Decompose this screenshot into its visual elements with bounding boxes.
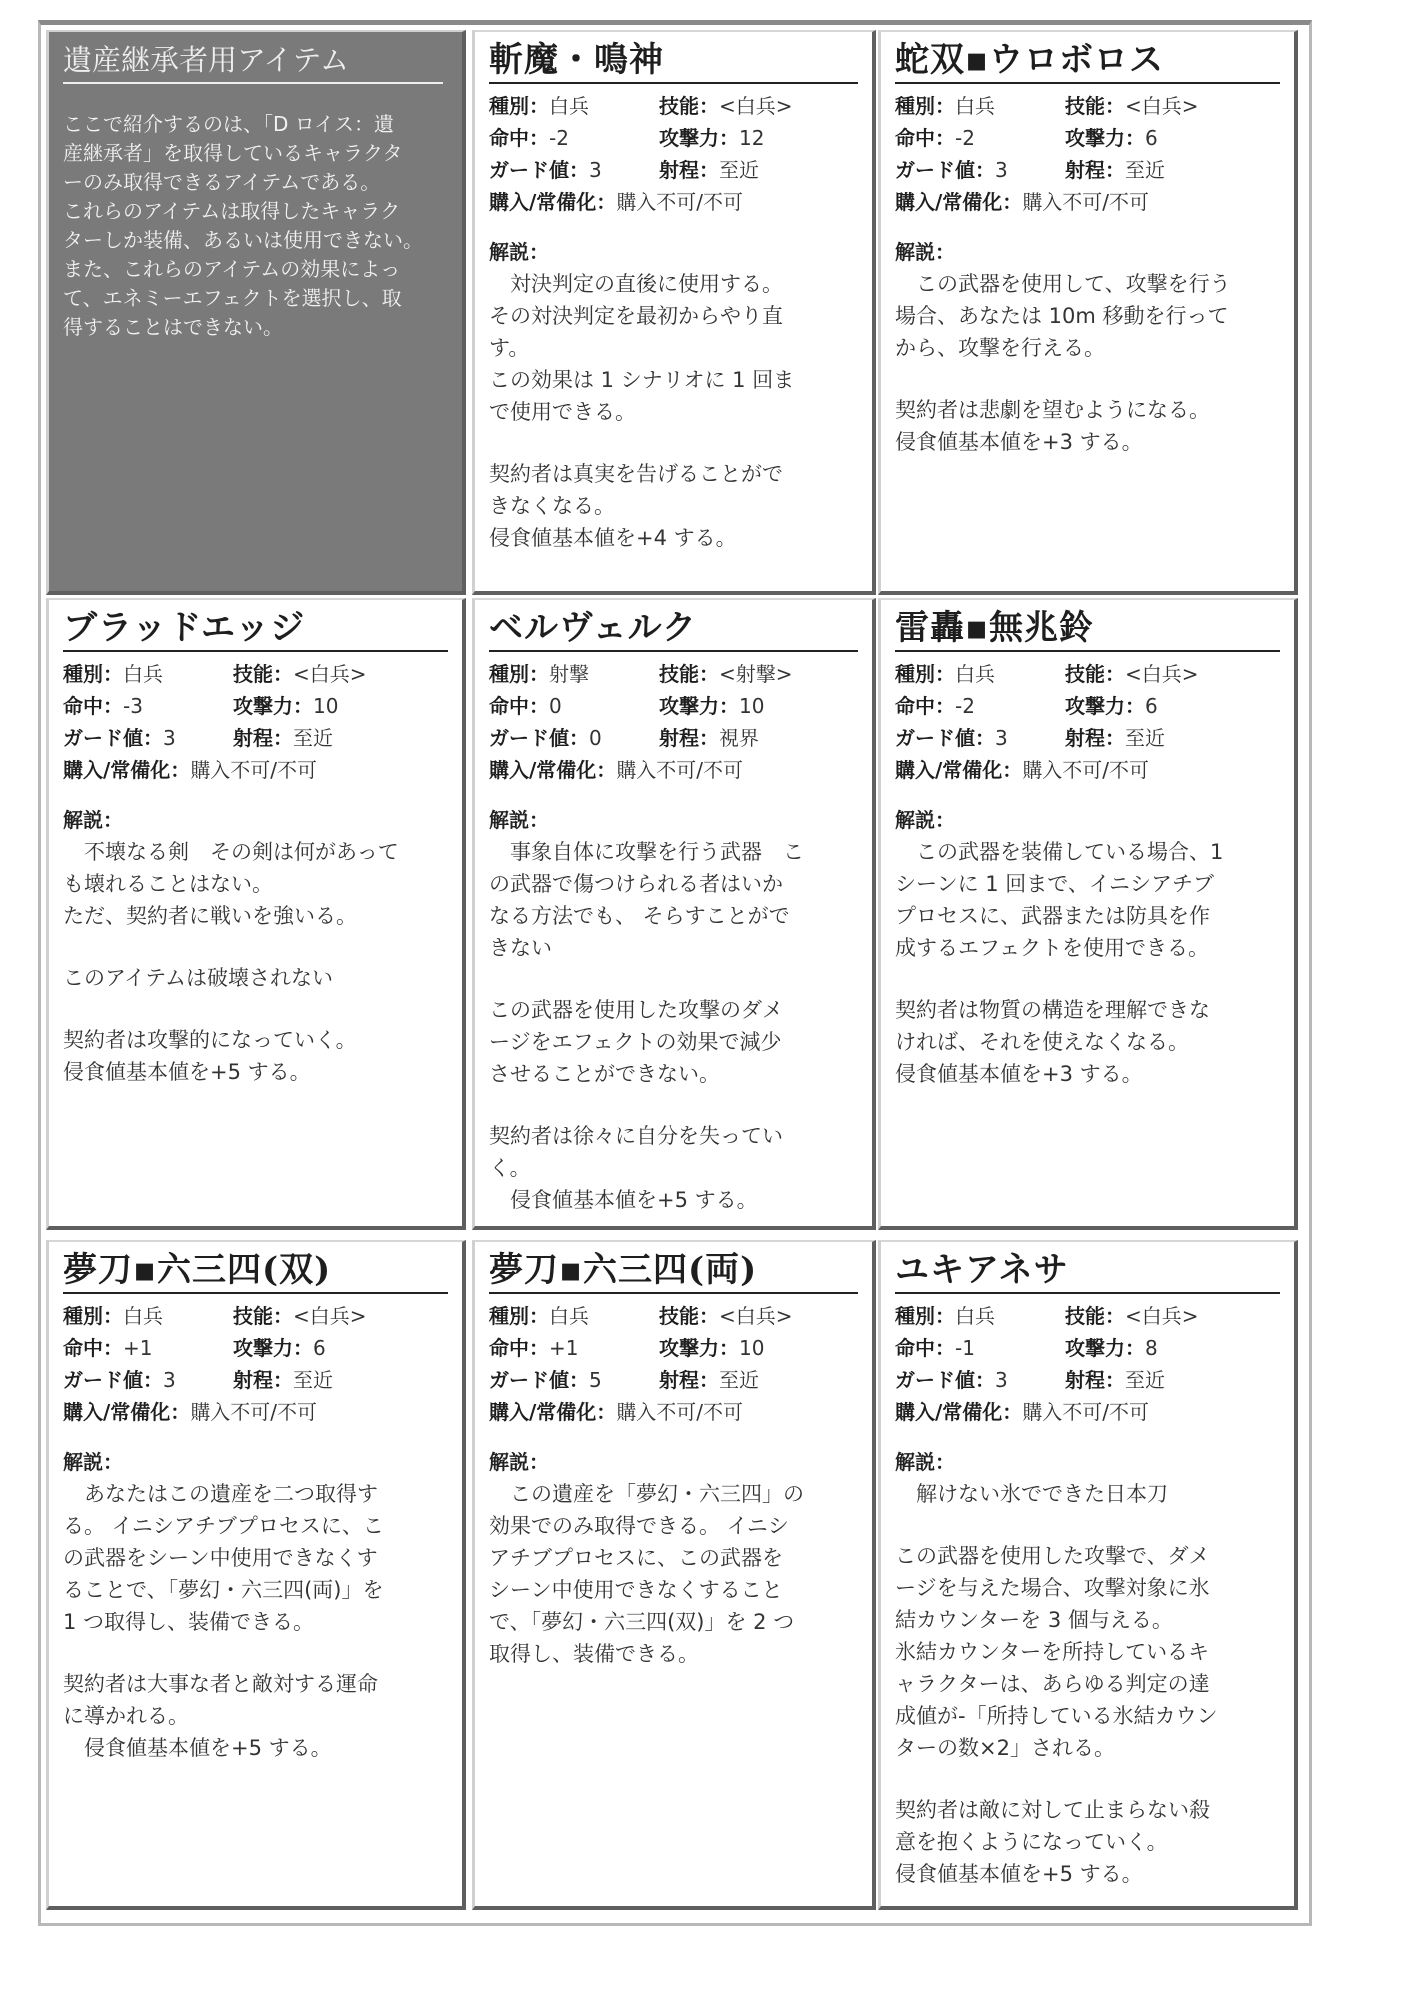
description-line: その対決判定を最初からやり直 (489, 304, 783, 328)
explain-label: 解説： (63, 808, 123, 832)
description-line: 結カウンターを 3 個与える。 (895, 1608, 1173, 1632)
skill-label: 技能： (659, 94, 719, 118)
description-line: この効果は 1 シナリオに 1 回ま (489, 368, 795, 392)
item-description (895, 236, 1280, 458)
buy-value: 購入不可/不可 (616, 758, 744, 782)
description-line: シーンに 1 回まで、イニシアチブ (895, 872, 1215, 896)
type-value: 白兵 (123, 662, 163, 686)
description-line: このアイテムは破壊されない (63, 966, 334, 990)
buy-label: 購入/常備化： (63, 1400, 191, 1424)
description-line: 成するエフェクトを使用できる。 (895, 936, 1209, 960)
intro-line: 得することはできない。 (63, 315, 283, 339)
item-card (46, 1240, 466, 1910)
skill-value: <白兵> (719, 1304, 793, 1328)
item-title: 夢刀▪六三四(両) (489, 1248, 858, 1294)
description-line: ただ、契約者に戦いを強いる。 (63, 904, 357, 928)
description-line: ャラクターは、あらゆる判定の達 (895, 1672, 1210, 1696)
description-line: 契約者は物質の構造を理解できな (895, 998, 1210, 1022)
guard-label: ガード値： (895, 1368, 995, 1392)
skill-label: 技能： (659, 1304, 719, 1328)
range-value: 至近 (1125, 726, 1165, 750)
guard-value: 3 (163, 1368, 176, 1392)
description-line: 契約者は大事な者と敵対する運命 (63, 1672, 378, 1696)
guard-label: ガード値： (895, 726, 995, 750)
item-title: 斬魔・鳴神 (489, 38, 858, 84)
range-value: 至近 (293, 1368, 333, 1392)
intro-card (46, 30, 466, 595)
item-description (63, 1446, 448, 1764)
buy-label: 購入/常備化： (489, 758, 617, 782)
range-label: 射程： (233, 1368, 293, 1392)
description-line: この武器を使用した攻撃で、ダメ (895, 1544, 1210, 1568)
description-line: ージを与えた場合、攻撃対象に氷 (895, 1576, 1210, 1600)
skill-value: <白兵> (1125, 94, 1199, 118)
type-value: 白兵 (549, 94, 589, 118)
attack-label: 攻撃力： (1065, 1336, 1145, 1360)
attack-label: 攻撃力： (659, 126, 739, 150)
hit-value: 0 (549, 694, 562, 718)
description-line: 侵食値基本値を+4 する。 (489, 526, 737, 550)
description-line: 侵食値基本値を+5 する。 (489, 1188, 758, 1212)
description-line: に導かれる。 (63, 1704, 189, 1728)
description-line: 意を抱くようになっていく。 (895, 1830, 1168, 1854)
item-stats (895, 90, 1280, 218)
description-line: で使用できる。 (489, 400, 636, 424)
skill-label: 技能： (1065, 94, 1125, 118)
description-line: きない (489, 936, 552, 960)
attack-value: 12 (739, 126, 765, 150)
item-stats (895, 1300, 1280, 1428)
attack-value: 10 (739, 694, 765, 718)
guard-label: ガード値： (63, 726, 163, 750)
type-value: 白兵 (955, 662, 995, 686)
type-label: 種別： (63, 662, 123, 686)
guard-value: 5 (589, 1368, 602, 1392)
skill-value: <白兵> (293, 662, 367, 686)
description-line: プロセスに、武器または防具を作 (895, 904, 1210, 928)
attack-value: 10 (739, 1336, 765, 1360)
skill-value: <白兵> (1125, 662, 1199, 686)
explain-label: 解説： (895, 240, 955, 264)
item-description (489, 236, 858, 554)
description-line: この武器を使用した攻撃のダメ (489, 998, 783, 1022)
item-description (489, 804, 858, 1216)
range-value: 至近 (719, 158, 759, 182)
description-line: で、「夢幻・六三四(双)」を 2 つ (489, 1610, 795, 1634)
intro-line: て、エネミーエフェクトを選択し、取 (63, 286, 402, 310)
range-label: 射程： (659, 158, 719, 182)
range-label: 射程： (1065, 726, 1125, 750)
guard-label: ガード値： (489, 1368, 589, 1392)
type-label: 種別： (895, 1304, 955, 1328)
buy-value: 購入不可/不可 (616, 1400, 744, 1424)
description-line: 侵食値基本値を+3 する。 (895, 1062, 1143, 1086)
description-line: させることができない。 (489, 1062, 720, 1086)
description-line: す。 (489, 336, 530, 360)
description-line: この遺産を「夢幻・六三四」の (489, 1482, 804, 1506)
description-line: アチブプロセスに、この武器を (489, 1546, 783, 1570)
hit-value: -2 (955, 694, 975, 718)
skill-value: <白兵> (1125, 1304, 1199, 1328)
attack-value: 6 (1145, 126, 1158, 150)
guard-value: 3 (589, 158, 602, 182)
hit-value: -2 (955, 126, 975, 150)
item-card (878, 598, 1298, 1230)
intro-line: ーのみ取得できるアイテムである。 (63, 170, 381, 194)
description-line: 取得し、装備できる。 (489, 1642, 699, 1666)
range-value: 至近 (1125, 158, 1165, 182)
skill-label: 技能： (233, 1304, 293, 1328)
item-stats (63, 658, 448, 786)
description-line: 契約者は真実を告げることがで (489, 462, 783, 486)
guard-value: 3 (163, 726, 176, 750)
description-line: から、攻撃を行える。 (895, 336, 1105, 360)
item-stats (489, 90, 858, 218)
guard-value: 3 (995, 158, 1008, 182)
range-label: 射程： (659, 1368, 719, 1392)
hit-label: 命中： (63, 1336, 123, 1360)
attack-value: 10 (313, 694, 339, 718)
item-stats (489, 658, 858, 786)
explain-label: 解説： (895, 1450, 955, 1474)
description-line: 解けない氷でできた日本刀 (895, 1482, 1168, 1506)
range-value: 至近 (293, 726, 333, 750)
guard-label: ガード値： (63, 1368, 163, 1392)
type-label: 種別： (489, 1304, 549, 1328)
skill-label: 技能： (233, 662, 293, 686)
buy-value: 購入不可/不可 (190, 758, 318, 782)
description-line: なる方法でも、 そらすことがで (489, 904, 790, 928)
buy-value: 購入不可/不可 (1022, 1400, 1150, 1424)
type-label: 種別： (489, 94, 549, 118)
range-label: 射程： (1065, 1368, 1125, 1392)
explain-label: 解説： (63, 1450, 123, 1474)
description-line: ターの数×2」される。 (895, 1736, 1115, 1760)
description-line: 契約者は悲劇を望むようになる。 (895, 398, 1210, 422)
range-value: 至近 (719, 1368, 759, 1392)
buy-value: 購入不可/不可 (1022, 190, 1150, 214)
intro-line: 産継承者」を取得しているキャラクタ (63, 141, 403, 165)
explain-label: 解説： (489, 1450, 549, 1474)
buy-label: 購入/常備化： (895, 190, 1023, 214)
description-line: ければ、それを使えなくなる。 (895, 1030, 1189, 1054)
buy-value: 購入不可/不可 (616, 190, 744, 214)
item-description (895, 804, 1280, 1090)
buy-label: 購入/常備化： (63, 758, 191, 782)
description-line: 1 つ取得し、装備できる。 (63, 1610, 315, 1634)
description-line: 侵食値基本値を+5 する。 (895, 1862, 1143, 1886)
guard-label: ガード値： (489, 726, 589, 750)
buy-label: 購入/常備化： (489, 190, 617, 214)
hit-value: -1 (955, 1336, 975, 1360)
description-line: も壊れることはない。 (63, 872, 273, 896)
attack-label: 攻撃力： (659, 694, 739, 718)
range-label: 射程： (233, 726, 293, 750)
item-title: ベルヴェルク (489, 606, 858, 652)
description-line: ージをエフェクトの効果で減少 (489, 1030, 782, 1054)
intro-title: 遺産継承者用アイテム (63, 38, 443, 84)
intro-line: ここで紹介するのは、「D ロイス：遺 (63, 112, 394, 136)
type-value: 白兵 (955, 1304, 995, 1328)
description-line: の武器をシーン中使用できなくす (63, 1546, 378, 1570)
item-stats (489, 1300, 858, 1428)
hit-label: 命中： (489, 1336, 549, 1360)
buy-label: 購入/常備化： (489, 1400, 617, 1424)
intro-line: ターしか装備、あるいは使用できない。 (63, 228, 423, 252)
type-label: 種別： (63, 1304, 123, 1328)
description-line: きなくなる。 (489, 494, 615, 518)
attack-label: 攻撃力： (659, 1336, 739, 1360)
item-card (472, 30, 876, 595)
description-line: 契約者は攻撃的になっていく。 (63, 1028, 357, 1052)
type-value: 白兵 (549, 1304, 589, 1328)
type-label: 種別： (895, 662, 955, 686)
item-card (878, 1240, 1298, 1910)
type-value: 白兵 (123, 1304, 163, 1328)
item-title: 夢刀▪六三四(双) (63, 1248, 448, 1294)
buy-label: 購入/常備化： (895, 758, 1023, 782)
attack-value: 6 (1145, 694, 1158, 718)
attack-label: 攻撃力： (233, 1336, 313, 1360)
description-line: この武器を装備している場合、1 (895, 840, 1224, 864)
description-line: 契約者は徐々に自分を失ってい (489, 1124, 783, 1148)
attack-label: 攻撃力： (1065, 694, 1145, 718)
hit-label: 命中： (63, 694, 123, 718)
attack-label: 攻撃力： (1065, 126, 1145, 150)
description-line: の武器で傷つけられる者はいか (489, 872, 783, 896)
type-value: 射撃 (549, 662, 589, 686)
buy-label: 購入/常備化： (895, 1400, 1023, 1424)
attack-label: 攻撃力： (233, 694, 313, 718)
skill-value: <白兵> (293, 1304, 367, 1328)
skill-value: <射撃> (719, 662, 793, 686)
hit-label: 命中： (489, 126, 549, 150)
item-card (878, 30, 1298, 595)
intro-body (63, 110, 448, 342)
hit-value: +1 (123, 1336, 153, 1360)
range-value: 至近 (1125, 1368, 1165, 1392)
item-description (895, 1446, 1280, 1890)
explain-label: 解説： (489, 808, 549, 832)
hit-value: -2 (549, 126, 569, 150)
item-stats (895, 658, 1280, 786)
skill-label: 技能： (1065, 662, 1125, 686)
guard-value: 0 (589, 726, 602, 750)
intro-line: これらのアイテムは取得したキャラク (63, 199, 401, 223)
item-title: 蛇双▪ウロボロス (895, 38, 1280, 84)
type-label: 種別： (489, 662, 549, 686)
hit-value: -3 (123, 694, 143, 718)
description-line: 侵食値基本値を+5 する。 (63, 1060, 311, 1084)
item-card (472, 598, 876, 1230)
buy-value: 購入不可/不可 (190, 1400, 318, 1424)
description-line: 侵食値基本値を+5 する。 (63, 1736, 332, 1760)
item-title: ユキアネサ (895, 1248, 1280, 1294)
range-label: 射程： (1065, 158, 1125, 182)
guard-value: 3 (995, 726, 1008, 750)
range-value: 視界 (719, 726, 759, 750)
item-description (63, 804, 448, 1088)
description-line: 契約者は敵に対して止まらない殺 (895, 1798, 1210, 1822)
guard-value: 3 (995, 1368, 1008, 1392)
item-card (472, 1240, 876, 1910)
description-line: 不壊なる剣 その剣は何があって (63, 840, 399, 864)
description-line: 氷結カウンターを所持しているキ (895, 1640, 1210, 1664)
guard-label: ガード値： (489, 158, 589, 182)
skill-label: 技能： (1065, 1304, 1125, 1328)
description-line: 場合、あなたは 10m 移動を行って (895, 304, 1229, 328)
description-line: この武器を使用して、攻撃を行う (895, 272, 1231, 296)
description-line: く。 (489, 1156, 531, 1180)
description-line: ることで、「夢幻・六三四(両)」を (63, 1578, 384, 1602)
intro-line: また、これらのアイテムの効果によっ (63, 257, 401, 281)
item-description (489, 1446, 858, 1670)
type-value: 白兵 (955, 94, 995, 118)
range-label: 射程： (659, 726, 719, 750)
hit-value: +1 (549, 1336, 579, 1360)
description-line: 効果でのみ取得できる。 イニシ (489, 1514, 789, 1538)
item-title: ブラッドエッジ (63, 606, 448, 652)
attack-value: 6 (313, 1336, 326, 1360)
buy-value: 購入不可/不可 (1022, 758, 1150, 782)
description-line: シーン中使用できなくすること (489, 1578, 783, 1602)
explain-label: 解説： (895, 808, 955, 832)
type-label: 種別： (895, 94, 955, 118)
hit-label: 命中： (489, 694, 549, 718)
guard-label: ガード値： (895, 158, 995, 182)
description-line: あなたはこの遺産を二つ取得す (63, 1482, 378, 1506)
item-title: 雷轟▪無兆鈴 (895, 606, 1280, 652)
item-stats (63, 1300, 448, 1428)
hit-label: 命中： (895, 126, 955, 150)
explain-label: 解説： (489, 240, 549, 264)
description-line: 侵食値基本値を+3 する。 (895, 430, 1143, 454)
hit-label: 命中： (895, 1336, 955, 1360)
description-line: 事象自体に攻撃を行う武器 こ (489, 840, 804, 864)
attack-value: 8 (1145, 1336, 1158, 1360)
skill-label: 技能： (659, 662, 719, 686)
description-line: 成値が-「所持している氷結カウン (895, 1704, 1218, 1728)
hit-label: 命中： (895, 694, 955, 718)
skill-value: <白兵> (719, 94, 793, 118)
description-line: 対決判定の直後に使用する。 (489, 272, 783, 296)
description-line: る。 イニシアチブプロセスに、こ (63, 1514, 384, 1538)
item-card (46, 598, 466, 1230)
